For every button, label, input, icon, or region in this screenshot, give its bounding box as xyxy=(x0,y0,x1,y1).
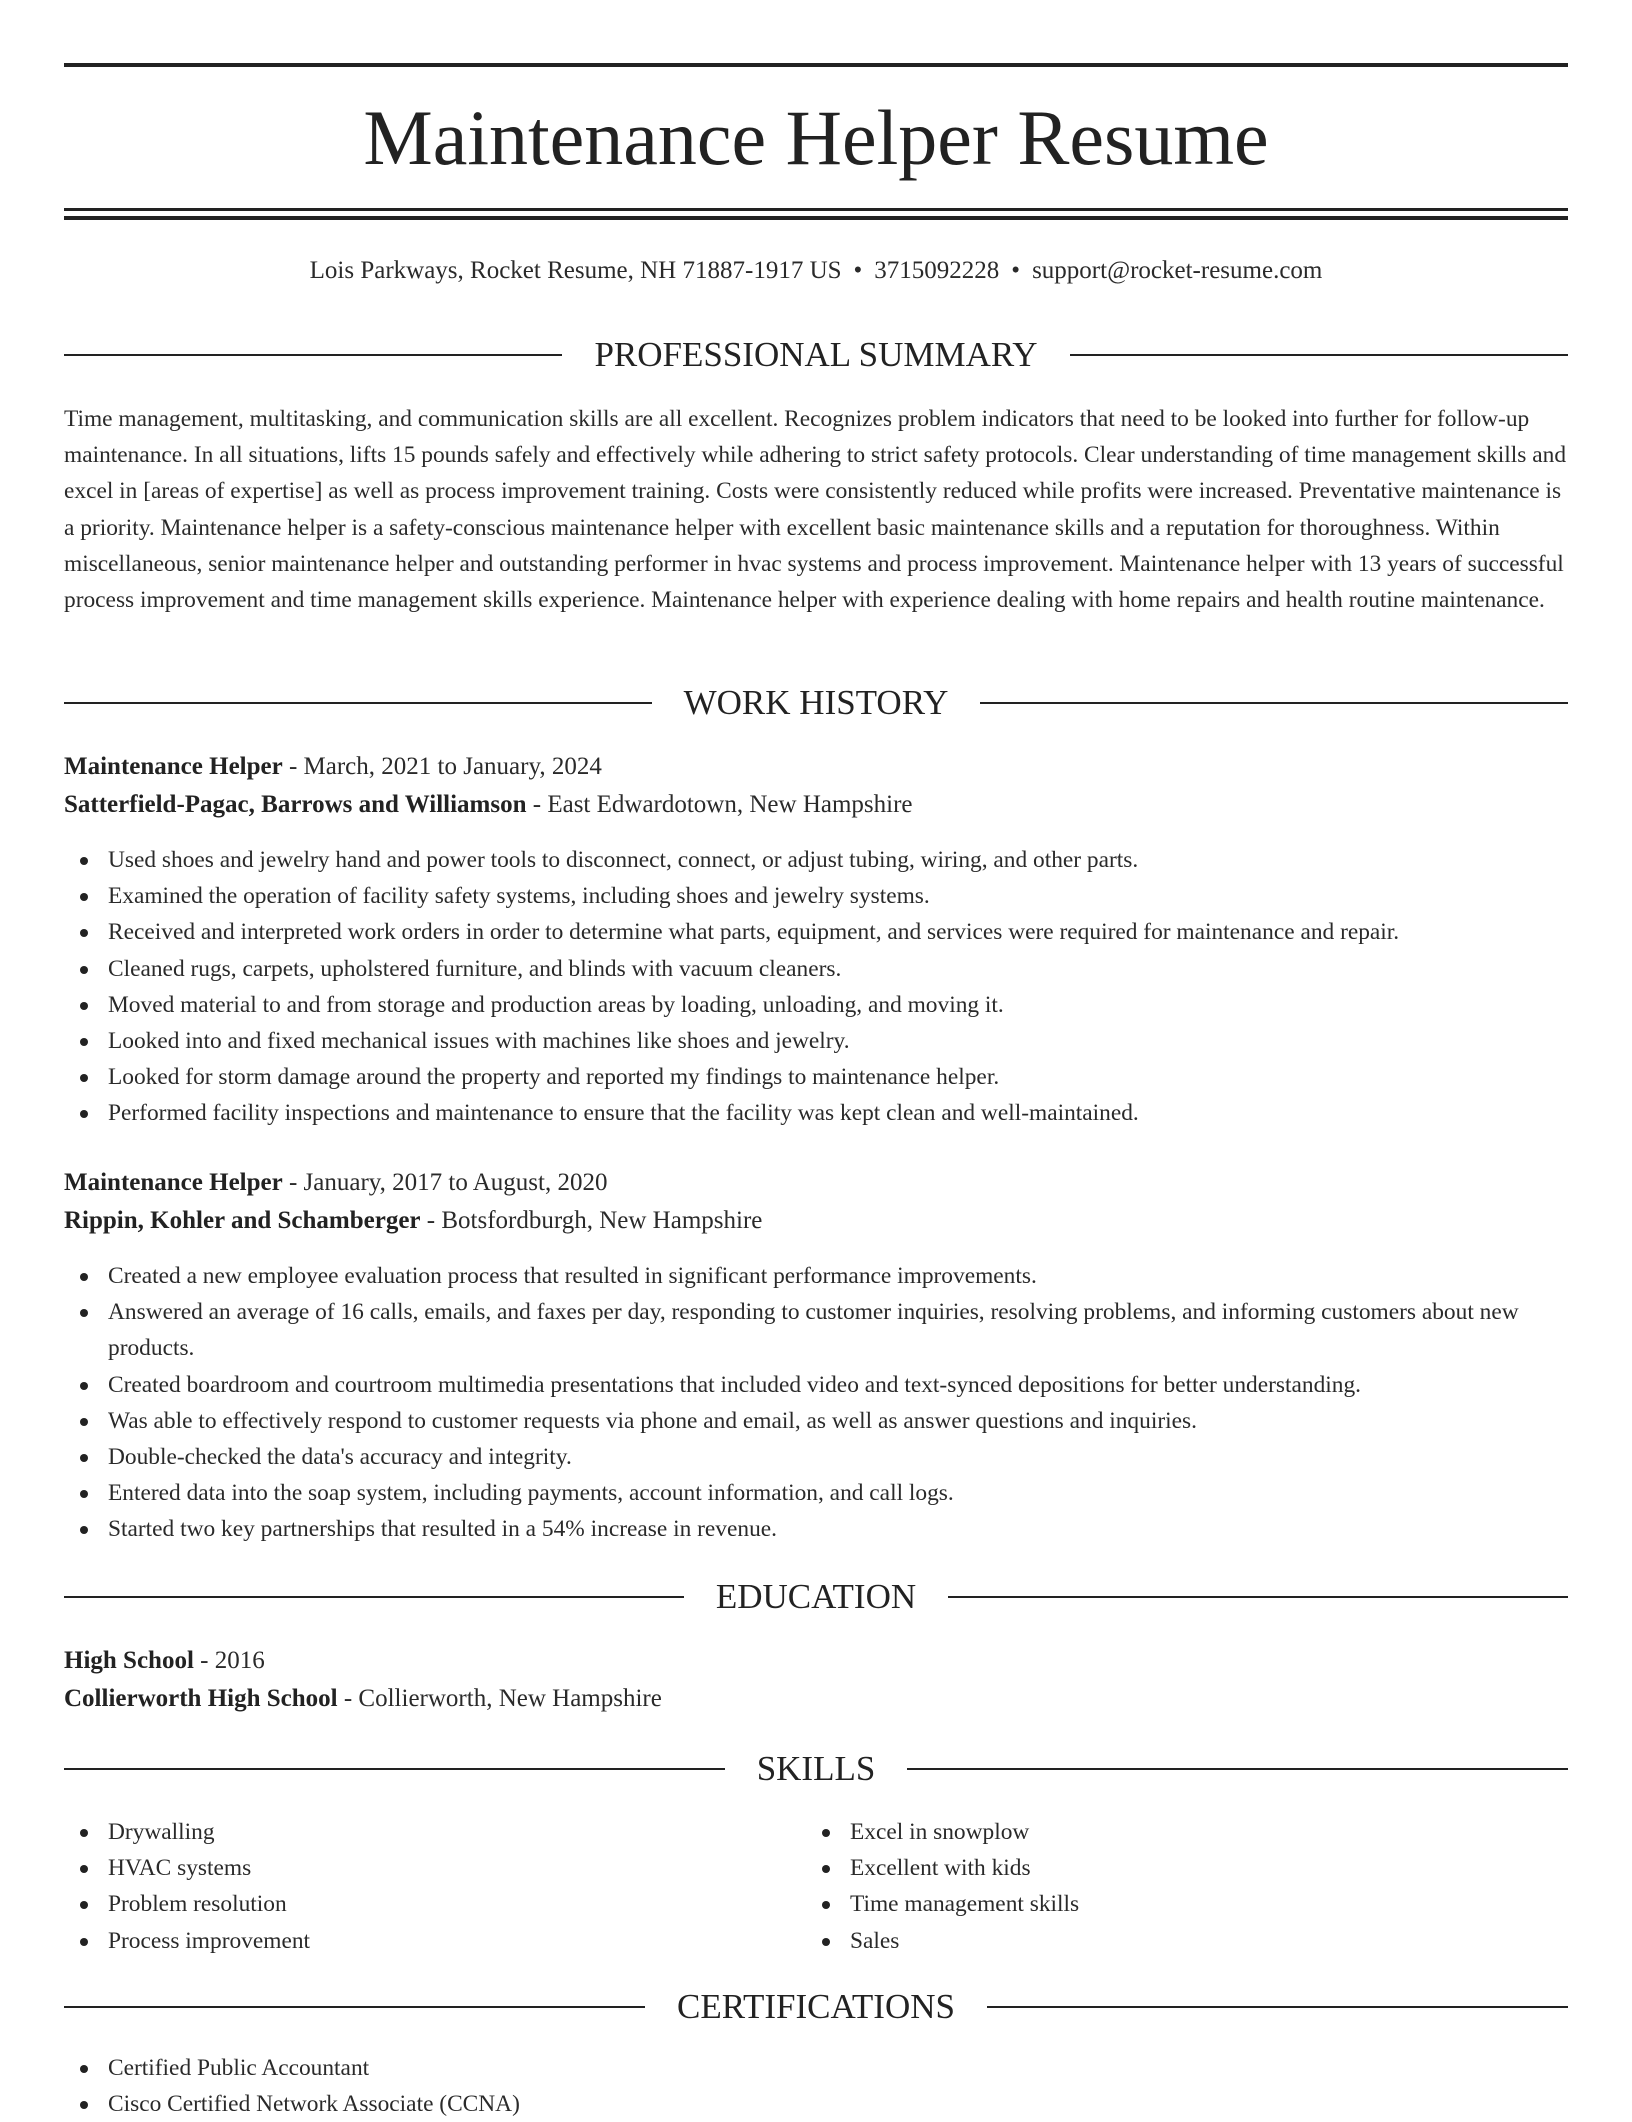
list-item: Answered an average of 16 calls, emails, and faxes per day, responding to customer inquiries, resolving problems, and informing customers about new products. xyxy=(64,1294,1568,1366)
list-item: Double-checked the data's accuracy and integrity. xyxy=(64,1439,1568,1475)
certifications-list xyxy=(64,2050,1568,2122)
list-item: Was able to effectively respond to customer requests via phone and email, as well as answer questions and inquiries. xyxy=(64,1403,1568,1439)
contact-address: Lois Parkways, Rocket Resume, NH 71887-1917 US xyxy=(309,257,842,284)
section-header-education xyxy=(64,1575,1568,1619)
section-rule xyxy=(64,1768,725,1770)
contact-line xyxy=(64,253,1568,289)
title-rule-upper xyxy=(64,208,1568,211)
section-rule xyxy=(64,1596,684,1598)
list-item: Entered data into the soap system, including payments, account information, and call logs. xyxy=(64,1475,1568,1511)
section-rule xyxy=(64,354,562,356)
contact-phone: 3715092228 xyxy=(874,257,1000,284)
job-dates: - January, 2017 to August, 2020 xyxy=(282,1169,608,1196)
skill-item: HVAC systems xyxy=(64,1850,1568,1886)
list-item: Started two key partnerships that resulted in a 54% increase in revenue. xyxy=(64,1511,1568,1547)
section-title: CERTIFICATIONS xyxy=(677,1987,955,2026)
education-year: - 2016 xyxy=(193,1647,265,1674)
contact-separator: • xyxy=(853,257,863,284)
list-item: Looked into and fixed mechanical issues with machines like shoes and jewelry. xyxy=(64,1023,1568,1059)
education-degree: High School xyxy=(64,1647,194,1674)
education-location: - Collierworth, New Hampshire xyxy=(337,1685,662,1712)
list-item: Created a new employee evaluation process that resulted in significant performance improvements. xyxy=(64,1258,1568,1294)
list-item: Created boardroom and courtroom multimedia presentations that included video and text-synced depositions for better understanding. xyxy=(64,1367,1568,1403)
top-rule xyxy=(64,63,1568,67)
list-item: Cleaned rugs, carpets, upholstered furniture, and blinds with vacuum cleaners. xyxy=(64,951,1568,987)
certification-item: Certified Public Accountant xyxy=(64,2050,1568,2086)
section-rule xyxy=(907,1768,1568,1770)
skill-item: Drywalling xyxy=(64,1814,1568,1850)
section-rule xyxy=(64,702,652,704)
job-company: Satterfield-Pagac, Barrows and Williamson xyxy=(64,791,527,818)
list-item: Moved material to and from storage and production areas by loading, unloading, and moving it. xyxy=(64,987,1568,1023)
skill-item: Excellent with kids xyxy=(806,1850,1632,1886)
section-header-skills xyxy=(64,1747,1568,1791)
title-rule-lower xyxy=(64,216,1568,220)
list-item: Used shoes and jewelry hand and power tools to disconnect, connect, or adjust tubing, wiring, and other parts. xyxy=(64,842,1568,878)
list-item: Performed facility inspections and maintenance to ensure that the facility was kept clean and well-maintained. xyxy=(64,1095,1568,1131)
summary-paragraph: Time management, multitasking, and communication skills are all excellent. Recognizes problem indicators that need to be looked into further for follow-up maintenance. In all situations, lifts 15 pounds safely and effectively while adhering to strict safety protocols. Clear understanding of time management skills and excel in [areas of expertise] as well as process improvement training. Costs were consistently reduced while profits were increased. Preventative maintenance is a priority. Maintenance helper is a safety-conscious maintenance helper with excellent basic maintenance skills and a reputation for thoroughness. Within miscellaneous, senior maintenance helper and outstanding performer in hvac systems and process improvement. Maintenance helper with 13 years of successful process improvement and time management skills experience. Maintenance helper with experience dealing with home repairs and health routine maintenance. xyxy=(64,406,1567,614)
education-school-line xyxy=(64,1680,1568,1718)
section-title: EDUCATION xyxy=(715,1577,917,1616)
job-title: Maintenance Helper xyxy=(64,753,283,780)
section-title: PROFESSIONAL SUMMARY xyxy=(594,335,1038,374)
job-company-line xyxy=(64,786,1568,824)
job-bullets xyxy=(64,842,1568,1132)
contact-email: support@rocket-resume.com xyxy=(1032,257,1323,284)
job-company-line xyxy=(64,1202,1568,1240)
section-header-certifications xyxy=(64,1985,1568,2029)
education-degree-line xyxy=(64,1642,1568,1680)
section-rule xyxy=(948,1596,1568,1598)
education-school: Collierworth High School xyxy=(64,1685,338,1712)
section-header-summary xyxy=(64,333,1568,377)
job-dates: - March, 2021 to January, 2024 xyxy=(282,753,602,780)
job-title-line xyxy=(64,748,1568,786)
section-header-work-history xyxy=(64,681,1568,725)
section-rule xyxy=(64,2006,645,2008)
section-title: WORK HISTORY xyxy=(683,683,949,722)
list-item: Received and interpreted work orders in order to determine what parts, equipment, and services were required for maintenance and repair. xyxy=(64,914,1568,950)
section-rule xyxy=(980,702,1568,704)
section-rule xyxy=(987,2006,1568,2008)
skill-item: Excel in snowplow xyxy=(806,1814,1632,1850)
resume-title: Maintenance Helper Resume xyxy=(363,94,1269,181)
certification-item: Cisco Certified Network Associate (CCNA) xyxy=(64,2086,1568,2122)
skill-item: Process improvement xyxy=(64,1923,1568,1959)
contact-separator: • xyxy=(1011,257,1021,284)
job-location: - Botsfordburgh, New Hampshire xyxy=(420,1207,763,1234)
section-title: SKILLS xyxy=(756,1749,876,1788)
skill-item: Time management skills xyxy=(806,1886,1632,1922)
list-item: Looked for storm damage around the property and reported my findings to maintenance helper. xyxy=(64,1059,1568,1095)
job-bullets xyxy=(64,1258,1568,1548)
skill-item: Sales xyxy=(806,1923,1632,1959)
list-item: Examined the operation of facility safety systems, including shoes and jewelry systems. xyxy=(64,878,1568,914)
job-location: - East Edwardotown, New Hampshire xyxy=(526,791,913,818)
skills-list-right xyxy=(806,1814,1632,1959)
job-title: Maintenance Helper xyxy=(64,1169,283,1196)
job-company: Rippin, Kohler and Schamberger xyxy=(64,1207,421,1234)
section-rule xyxy=(1070,354,1568,356)
job-title-line xyxy=(64,1164,1568,1202)
skill-item: Problem resolution xyxy=(64,1886,1568,1922)
